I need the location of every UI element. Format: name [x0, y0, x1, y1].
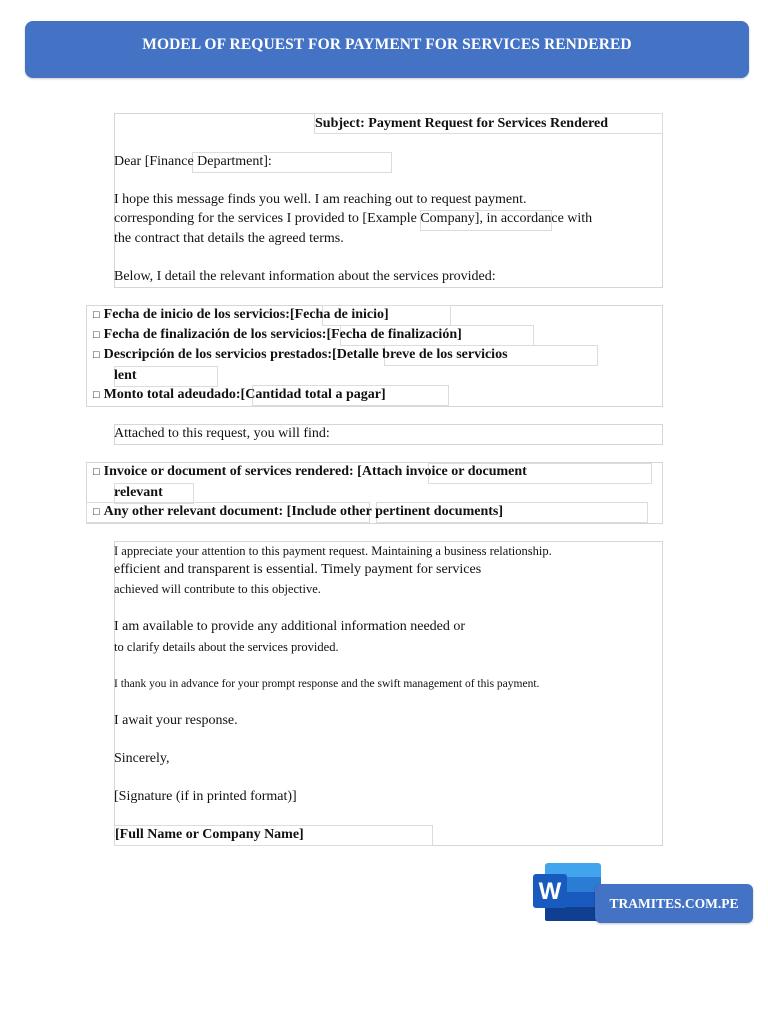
closing-line-2: efficient and transparent is essential. Timely payment for services [114, 562, 482, 577]
word-letter: W [538, 878, 562, 905]
details-intro: Below, I detail the relevant information about the services provided: [114, 269, 496, 284]
thanks-line: I thank you in advance for your prompt response and the swift management of this payment. [114, 678, 540, 690]
intro-line-1: I hope this message finds you well. I am reaching out to request payment. [114, 192, 527, 207]
list-item-end-date [93, 327, 462, 343]
title-banner [25, 21, 749, 78]
availability-line-2: to clarify details about the services provided. [114, 640, 339, 654]
closing-line-3: achieved will contribute to this objective. [114, 582, 321, 596]
checkbox-icon: □ [93, 329, 100, 341]
list-item-start-date [93, 307, 389, 323]
greeting: Dear [Finance Department]: [114, 154, 272, 169]
checkbox-icon: □ [93, 349, 100, 361]
closing-line-1: I appreciate your attention to this payment request. Maintaining a business relationship. [114, 544, 552, 558]
description-continuation: lent [114, 368, 137, 383]
checkbox-icon: □ [93, 466, 100, 478]
start-date-text: Fecha de inicio de los servicios:[Fecha de inicio] [103, 307, 389, 322]
list-item-other-docs [93, 504, 503, 520]
checkbox-icon: □ [93, 309, 100, 321]
page-title: MODEL OF REQUEST FOR PAYMENT FOR SERVICES RENDERED [142, 36, 632, 53]
amount-text: Monto total adeudado:[Cantidad total a pagar] [103, 387, 386, 402]
checkbox-icon: □ [93, 389, 100, 401]
checkbox-icon: □ [93, 506, 100, 518]
list-item-description [93, 347, 508, 363]
intro-line-2: corresponding for the services I provided to [Example Company], in accordance with [114, 211, 593, 226]
invoice-continuation: relevant [114, 485, 163, 500]
other-docs-text: Any other relevant document: [Include other pertinent documents] [103, 504, 504, 519]
end-date-text: Fecha de finalización de los servicios:[Fecha de finalización] [103, 327, 462, 342]
word-icon [533, 862, 603, 922]
signature-placeholder: [Signature (if in printed format)] [114, 789, 297, 804]
list-item-amount [93, 387, 386, 403]
full-name: [Full Name or Company Name] [115, 827, 304, 842]
description-text: Descripción de los servicios prestados:[Detalle breve de los servicios [103, 347, 508, 362]
attached-intro: Attached to this request, you will find: [114, 426, 330, 441]
await-line: I await your response. [114, 713, 238, 728]
invoice-text: Invoice or document of services rendered: [Attach invoice or document [103, 464, 527, 479]
sign-off: Sincerely, [114, 751, 170, 766]
list-item-invoice [93, 464, 527, 480]
availability-line-1: I am available to provide any additional information needed or [114, 619, 466, 634]
intro-line-3: the contract that details the agreed terms. [114, 231, 344, 246]
subject-line: Subject: Payment Request for Services Rendered [315, 116, 609, 131]
site-link-button[interactable]: TRAMITES.COM.PE [595, 884, 753, 923]
